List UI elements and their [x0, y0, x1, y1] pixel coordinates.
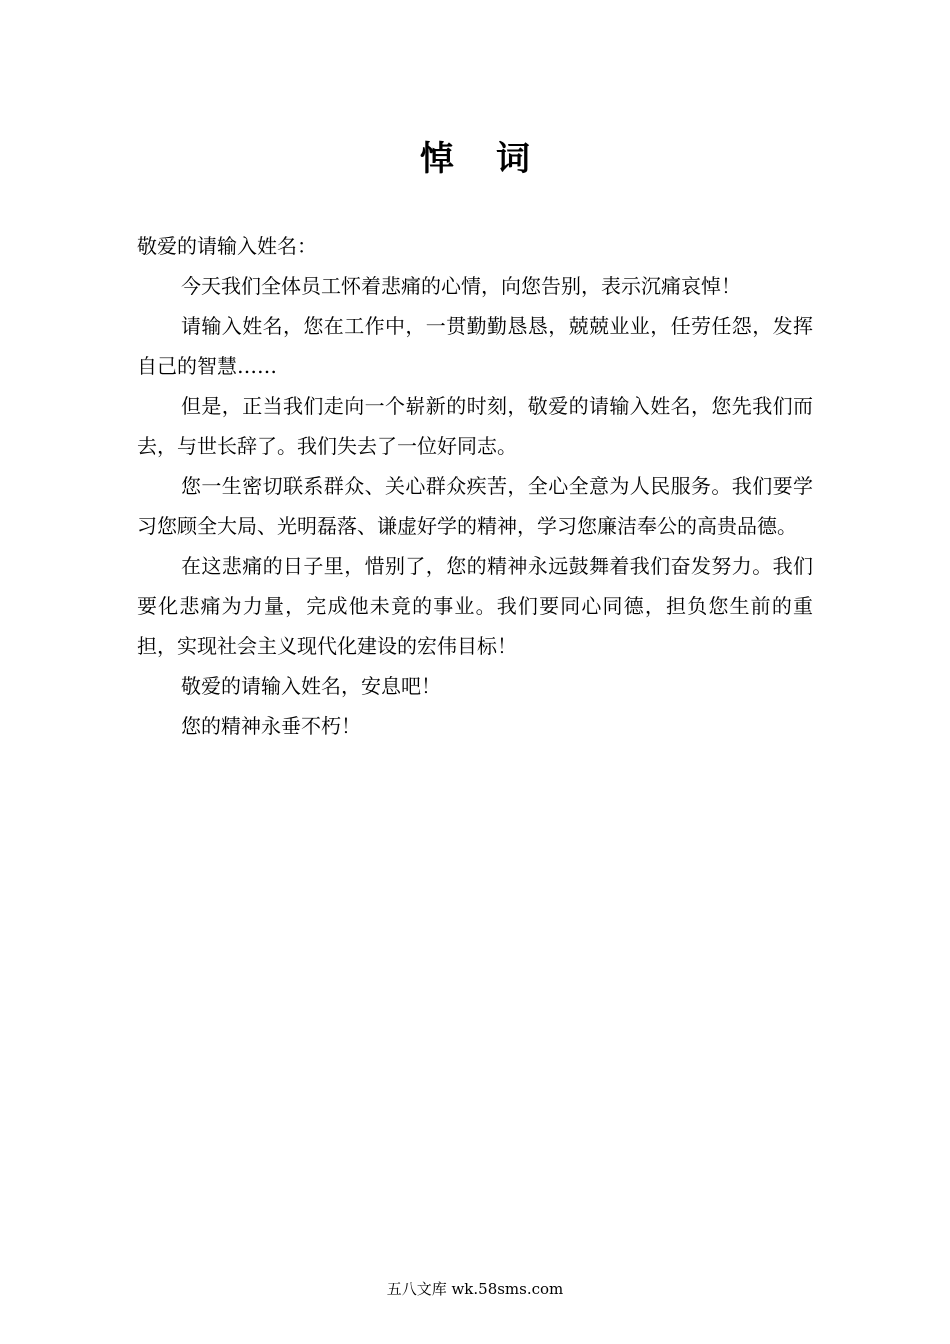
paragraph-5: 在这悲痛的日子里，惜别了，您的精神永远鼓舞着我们奋发努力。我们要化悲痛为力量，完成他未竟的事业。我们要同心同德，担负您生前的重担，实现社会主义现代化建设的宏伟目标！ [137, 554, 813, 658]
paragraph-6: 敬爱的请输入姓名，安息吧！ [181, 674, 441, 698]
page-title [0, 133, 950, 185]
eulogy-body [137, 226, 813, 746]
salutation-lead: 敬爱的 [137, 234, 197, 258]
salutation [137, 226, 813, 266]
salutation-name: 请输入姓名： [197, 234, 317, 258]
paragraph-3: 但是，正当我们走向一个崭新的时刻，敬爱的请输入姓名，您先我们而去，与世长辞了。我们失去了一位好同志。 [137, 394, 813, 458]
title-char-2: 词 [496, 139, 530, 179]
page-footer: 五八文库 wk.58sms.com [386, 1280, 564, 1298]
paragraph-1: 今天我们全体员工怀着悲痛的心情，向您告别，表示沉痛哀悼！ [181, 274, 741, 298]
title-char-1: 悼 [420, 139, 454, 179]
paragraph-4: 您一生密切联系群众、关心群众疾苦，全心全意为人民服务。我们要学习您顾全大局、光明磊落、谦虚好学的精神，学习您廉洁奉公的高贵品德。 [137, 474, 813, 538]
paragraph-7: 您的精神永垂不朽！ [181, 714, 361, 738]
paragraph-2: 请输入姓名，您在工作中，一贯勤勤恳恳，兢兢业业，任劳任怨，发挥自己的智慧…… [137, 314, 813, 378]
